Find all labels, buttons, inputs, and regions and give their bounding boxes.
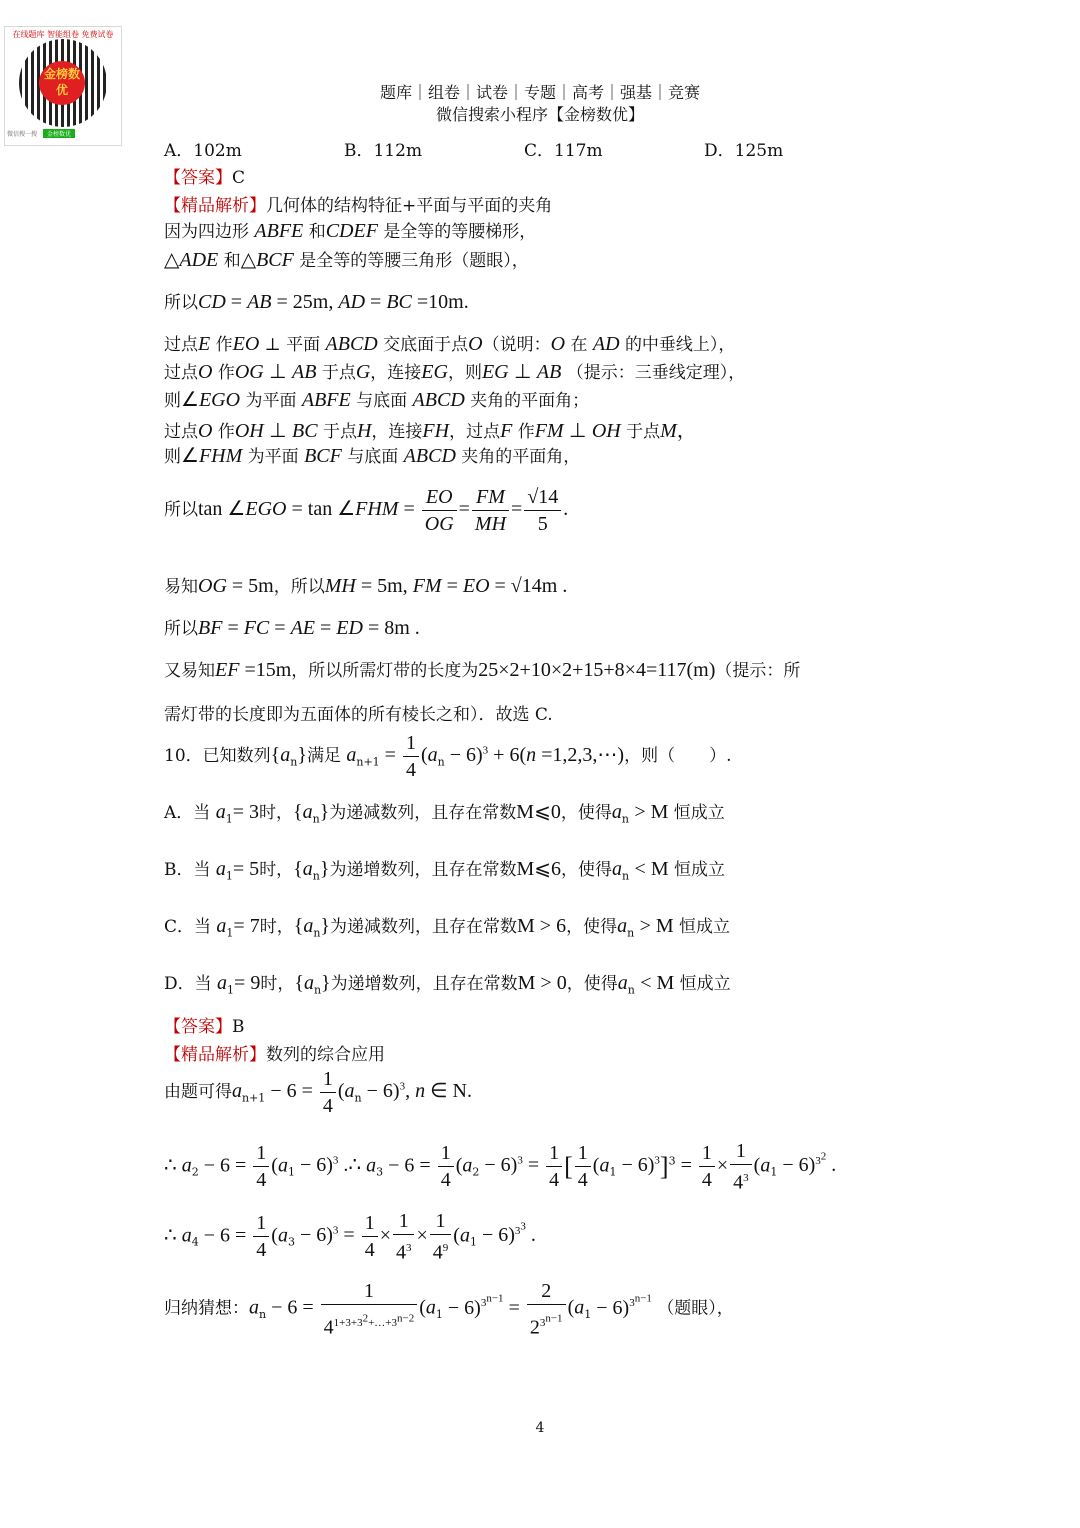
text: 10．已知数列 xyxy=(164,746,271,766)
q9-text-line: 所以BF = FC = AE = ED = 8m . xyxy=(164,617,420,639)
text: ，所以所需灯带的长度为 xyxy=(291,661,479,681)
q10-step-4: 归纳猜想：$a_n - 6$ = $\frac{1}{4^{1+3+3^2+\dots+3^{n-2}}}$ $(a_1 - 6)^{3^{n-1}}$ = $\frac{2}{2^{3^{n-1}}}$ $(a_1 - 6)^{3^{n-1}}$ （题眼）， xyxy=(164,1280,734,1339)
text: ，使得 xyxy=(560,803,612,823)
text: 过点 xyxy=(164,422,198,442)
text: B．当 xyxy=(164,860,211,880)
text: ⊥ 平面 xyxy=(264,335,321,355)
q9-tan-line: 所以tan ∠EGO = tan ∠FHM = $\frac{EO}{OG}$ = $\frac{FM}{MH}$ = $\frac{√14}{5}$ . xyxy=(164,486,569,535)
badge-ring-text: 在线题库 智能组卷 免费试卷 xyxy=(12,30,114,39)
text: M⩽0 xyxy=(516,801,561,823)
text: 与底面 xyxy=(356,391,408,411)
text: ，使得 xyxy=(566,974,618,994)
answer-tag: 【答案】 xyxy=(164,168,232,188)
text: 为递增数列，且存在常数 xyxy=(329,860,517,880)
header-nav: 题库｜组卷｜试卷｜专题｜高考｜强基｜竞赛 xyxy=(379,83,700,102)
text: 恒成立 xyxy=(679,917,731,937)
q10-option-c: C．当 $a_1= 7$时，$\{a_n\}$为递减数列，且存在常数M > 6，使得$a_n > M$ 恒成立 xyxy=(164,915,731,940)
text: M⩽6 xyxy=(516,858,562,880)
text: 作 xyxy=(215,335,233,355)
text: 为递减数列，且存在常数 xyxy=(330,917,518,937)
text: 所以 xyxy=(164,500,198,520)
text: ，连接 xyxy=(370,363,422,383)
text: 恒成立 xyxy=(674,860,726,880)
text: 所以 xyxy=(164,619,198,639)
text: 夹角的平面角， xyxy=(461,447,581,467)
text: 于点 xyxy=(321,363,356,383)
text: 和 xyxy=(308,222,326,242)
text: （题眼）， xyxy=(657,1298,734,1319)
answer-tag: 【答案】 xyxy=(164,1017,232,1037)
q10-stem: 10．已知数列$\{a_n\}$满足 $a_{n+1}$ = $\frac{1}{4}$ $(a_n - 6)^3 + 6(n$ =1,2,3,⋯)，则（ ）. xyxy=(164,732,732,781)
text: A．当 xyxy=(164,803,211,823)
text: 由题可得 xyxy=(164,1082,232,1102)
text: 作 xyxy=(217,363,235,383)
text: ，连接 xyxy=(371,422,423,442)
text: C．当 xyxy=(164,917,212,937)
text: 于点 xyxy=(626,422,661,442)
q9-text-line: 则∠EGO 为平面 ABFE 与底面 ABCD 夹角的平面角； xyxy=(164,389,590,411)
text: 和 xyxy=(223,251,241,271)
text: 是全等的等腰三角形（题眼）， xyxy=(299,251,529,271)
text: ，所以 xyxy=(273,577,325,597)
badge-footer xyxy=(7,129,119,141)
text: ，过点 xyxy=(449,422,501,442)
text: 恒成立 xyxy=(679,974,731,994)
q9-option-b: B．112m xyxy=(344,141,423,161)
text: ，则（ ）. xyxy=(624,746,732,766)
page-number: 4 xyxy=(535,1420,545,1436)
text: 与底面 xyxy=(347,447,399,467)
badge-logo: 金榜数优 xyxy=(39,61,85,105)
text: 于点 xyxy=(322,422,357,442)
text: 满足 xyxy=(306,746,341,766)
text: < M xyxy=(634,858,669,880)
text: 作 xyxy=(517,422,535,442)
q9-analysis-topic: 几何体的结构特征+平面与平面的夹角 xyxy=(266,196,553,216)
text: 过点 xyxy=(164,335,198,355)
q9-option-d: D．125m xyxy=(704,141,784,161)
q9-option-a: A．102m xyxy=(164,141,242,161)
text: （提示：所 xyxy=(715,661,801,681)
text: 又易知 xyxy=(164,661,215,681)
text: 因为四边形 xyxy=(164,222,249,242)
text: 作 xyxy=(217,422,235,442)
text: 为递增数列，且存在常数 xyxy=(330,974,518,994)
q9-answer: C xyxy=(232,168,246,188)
text: 为平面 xyxy=(245,391,297,411)
text: 时， xyxy=(258,803,293,823)
text: 在 xyxy=(570,335,588,355)
text: 是全等的等腰梯形， xyxy=(383,222,537,242)
analysis-tag: 【精品解析】 xyxy=(164,196,266,216)
text: M > 6 xyxy=(517,915,567,937)
text: > M xyxy=(639,915,674,937)
text: 易知 xyxy=(164,577,198,597)
text: （说明： xyxy=(482,335,551,355)
text: 夹角的平面角； xyxy=(470,391,590,411)
q9-text-line xyxy=(164,700,553,725)
q10-analysis-line xyxy=(164,1040,385,1065)
q9-text-line: 所以CD = AB = 25m, AD = BC =10m. xyxy=(164,291,469,313)
text: 归纳猜想： xyxy=(164,1298,249,1319)
q10-step-1: 由题可得$a_{n+1} - 6$ = $\frac{1}{4}$ $(a_n - 6)^3$, n ∈ N. xyxy=(164,1068,472,1117)
q9-text-line: 易知OG = 5m，所以MH = 5m, FM = EO = √14m . xyxy=(164,575,568,597)
text: = 3 xyxy=(232,801,259,823)
text: < M xyxy=(640,972,675,994)
text: 需灯带的长度即为五面体的所有棱长之和）．故选 C. xyxy=(164,705,553,725)
q9-text-line: 过点E 作EO ⊥ 平面 ABCD 交底面于点O（说明：O 在 AD 的中垂线上）， xyxy=(164,333,736,355)
q9-answer-line xyxy=(164,163,245,188)
text: 则 xyxy=(164,391,181,411)
text: （提示：三垂线定理）， xyxy=(566,363,746,383)
q9-option-c: C．117m xyxy=(524,141,603,161)
q10-step-3: ∴ $a_4 - 6$ = $\frac{1}{4}$ $(a_3 - 6)^3$ = $\frac{1}{4}$ × $\frac{1}{4^3}$ × $\frac{1}{4^9}$ $(a_1 - 6)^{3^3}$ . xyxy=(164,1210,536,1264)
text: 所以 xyxy=(164,293,198,313)
text: ，则 xyxy=(447,363,482,383)
text: M > 0 xyxy=(517,972,567,994)
badge-footer-right: 金榜数优 xyxy=(43,129,75,138)
text: 则 xyxy=(164,447,181,467)
text: > M xyxy=(634,801,669,823)
q9-text-line: 过点O 作OH ⊥ BC 于点H，连接FH，过点F 作FM ⊥ OH 于点M， xyxy=(164,420,697,442)
q10-step-2: ∴ $a_2 - 6$ = $\frac{1}{4}$ $(a_1 - 6)^3$ .∴ $a_3 - 6$ = $\frac{1}{4}$ $(a_2 - 6)^3$ = $\frac{1}{4}$ [ $\frac{1}{4}$ $(a_1 - 6)^3]^3$ = $\frac{1}{4}$ × $\frac{1}{4^3}$ $(a_1 - 6)^{3^2}$ . xyxy=(164,1140,837,1194)
text: 的中垂线上）， xyxy=(624,335,736,355)
q9-text-line: 因为四边形 ABFE 和CDEF 是全等的等腰梯形， xyxy=(164,220,537,242)
text: 时， xyxy=(259,860,294,880)
q10-option-b: B．当 $a_1= 5$时，$\{a_n\}$为递增数列，且存在常数M⩽6，使得$a_n < M$ 恒成立 xyxy=(164,858,726,883)
q10-option-d: D．当 $a_1= 9$时，$\{a_n\}$为递增数列，且存在常数M > 0，使得$a_n < M$ 恒成立 xyxy=(164,972,731,997)
text: 恒成立 xyxy=(673,803,725,823)
badge-footer-left: 微信搜一搜 xyxy=(7,131,38,138)
q9-text-line: 又易知EF =15m，所以所需灯带的长度为25×2+10×2+15+8×4=117(m)（提示：所 xyxy=(164,659,801,681)
text: 过点 xyxy=(164,363,198,383)
text: = 9 xyxy=(234,972,261,994)
text: 为递减数列，且存在常数 xyxy=(329,803,517,823)
analysis-tag: 【精品解析】 xyxy=(164,1045,266,1065)
text: ，使得 xyxy=(561,860,613,880)
text: D．当 xyxy=(164,974,212,994)
text: = 5 xyxy=(232,858,260,880)
q9-text-line: 过点O 作OG ⊥ AB 于点G，连接EG，则EG ⊥ AB （提示：三垂线定理）， xyxy=(164,361,746,383)
q9-text-line: 则∠FHM 为平面 BCF 与底面 ABCD 夹角的平面角， xyxy=(164,445,581,467)
text: 交底面于点 xyxy=(383,335,469,355)
text: 时， xyxy=(260,974,295,994)
header-subtitle: 微信搜索小程序【金榜数优】 xyxy=(435,105,644,124)
text: = 7 xyxy=(233,915,260,937)
q10-analysis-topic: 数列的综合应用 xyxy=(266,1045,385,1065)
text: 为平面 xyxy=(247,447,299,467)
text: ，使得 xyxy=(566,917,618,937)
q10-answer: B xyxy=(232,1017,245,1037)
text: 时， xyxy=(259,917,294,937)
q10-answer-line xyxy=(164,1012,245,1037)
q10-option-a: A．当 $a_1= 3$时，$\{a_n\}$为递减数列，且存在常数M⩽0，使得$a_n > M$ 恒成立 xyxy=(164,801,725,826)
q9-text-line: △ADE 和△BCF 是全等的等腰三角形（题眼）， xyxy=(164,249,529,271)
q9-analysis-line xyxy=(164,191,552,216)
